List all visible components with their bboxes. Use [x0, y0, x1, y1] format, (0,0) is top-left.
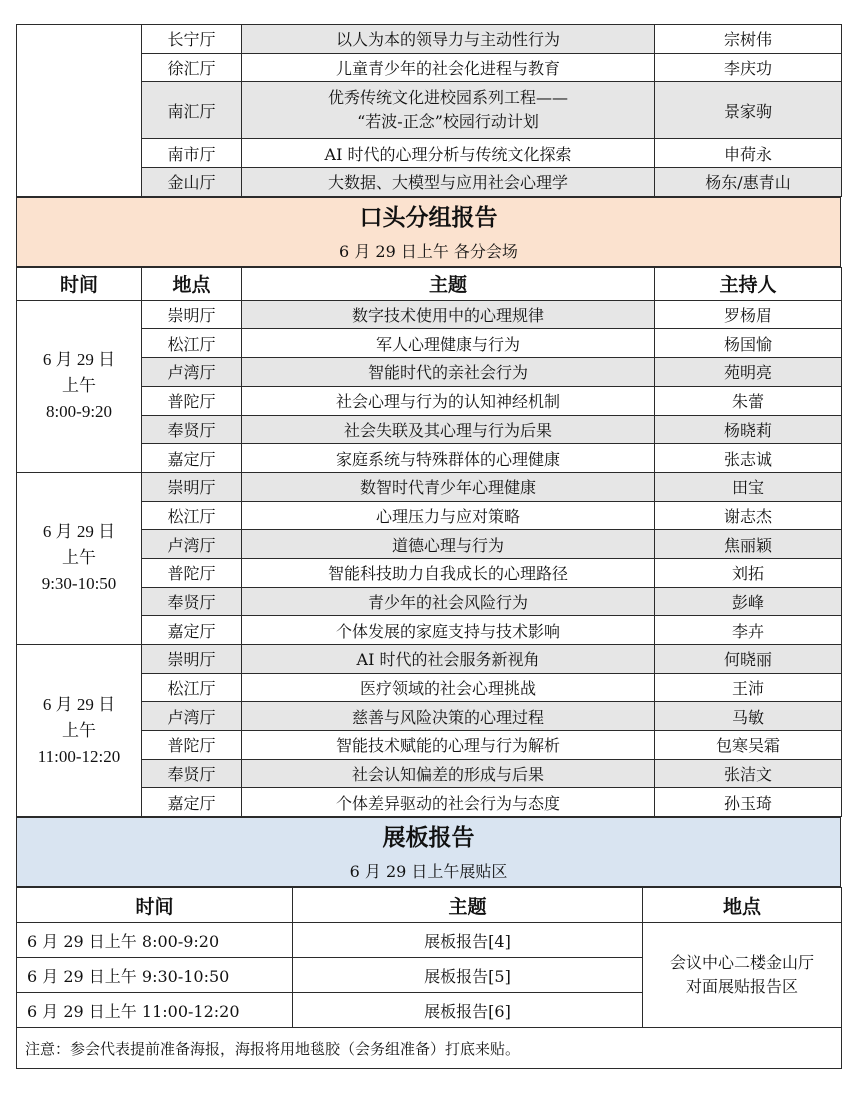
- host-cell: 申荷永: [655, 139, 842, 168]
- session-time-cell: [17, 645, 142, 817]
- host-cell: 杨晓莉: [655, 415, 842, 444]
- venue-cell: 徐汇厅: [142, 53, 242, 82]
- table-row: [17, 923, 842, 958]
- venue-cell: 普陀厅: [142, 558, 242, 587]
- host-cell: 景家驹: [655, 82, 842, 139]
- header-host: 主持人: [655, 267, 842, 300]
- venue-cell: 卢湾厅: [142, 358, 242, 387]
- venue-cell: 嘉定厅: [142, 616, 242, 645]
- topic-cell: 个体差异驱动的社会行为与态度: [242, 788, 655, 817]
- topic-cell: 智能技术赋能的心理与行为解析: [242, 731, 655, 760]
- note-text: 注意：参会代表提前准备海报，海报将用地毯胶（会务组准备）打底来贴。: [17, 1028, 842, 1069]
- oral-schedule-table: [16, 267, 842, 817]
- poster-venue-line: 对面展贴报告区: [685, 977, 798, 997]
- host-cell: 杨国愉: [655, 329, 842, 358]
- session-date: 6 月 29 日: [42, 350, 116, 370]
- session-date: 6 月 29 日: [42, 522, 116, 542]
- host-cell: 宗树伟: [655, 25, 842, 54]
- session-time-cell: [17, 300, 142, 472]
- poster-topic-cell: 展板报告[6]: [293, 993, 643, 1028]
- topic-cell: 家庭系统与特殊群体的心理健康: [242, 444, 655, 473]
- session-period: 上午: [62, 376, 96, 396]
- venue-cell: 奉贤厅: [142, 759, 242, 788]
- topic-cell: 智能时代的亲社会行为: [242, 358, 655, 387]
- oral-banner: [16, 197, 841, 267]
- host-cell: 张志诚: [655, 444, 842, 473]
- topic-cell: 智能科技助力自我成长的心理路径: [242, 558, 655, 587]
- venue-cell: 普陀厅: [142, 731, 242, 760]
- venue-cell: 南汇厅: [142, 82, 242, 139]
- topic-cell: AI 时代的社会服务新视角: [242, 645, 655, 674]
- header-time: 时间: [17, 888, 293, 923]
- topic-cell: 大数据、大模型与应用社会心理学: [242, 168, 655, 197]
- host-cell: 朱蕾: [655, 386, 842, 415]
- topic-line: “若波-正念”校园行动计划: [357, 112, 539, 132]
- poster-time-cell: 6 月 29 日上午 11:00-12:20: [17, 993, 293, 1028]
- host-cell: 李庆功: [655, 53, 842, 82]
- poster-venue-cell: [643, 923, 842, 1028]
- venue-cell: 崇明厅: [142, 645, 242, 674]
- venue-cell: 嘉定厅: [142, 788, 242, 817]
- topic-cell: 社会认知偏差的形成与后果: [242, 759, 655, 788]
- host-cell: 孙玉琦: [655, 788, 842, 817]
- venue-cell: 卢湾厅: [142, 530, 242, 559]
- venue-cell: 南市厅: [142, 139, 242, 168]
- venue-cell: 崇明厅: [142, 300, 242, 329]
- poster-title: 展板报告: [17, 818, 841, 859]
- host-cell: 彭峰: [655, 587, 842, 616]
- topic-cell: 医疗领域的社会心理挑战: [242, 673, 655, 702]
- topic-cell: 慈善与风险决策的心理过程: [242, 702, 655, 731]
- session-time-cell: [17, 472, 142, 644]
- session-hours: 11:00-12:20: [37, 746, 121, 766]
- topic-cell: 心理压力与应对策略: [242, 501, 655, 530]
- venue-cell: 松江厅: [142, 501, 242, 530]
- topic-cell: 数智时代青少年心理健康: [242, 472, 655, 501]
- host-cell: 李卉: [655, 616, 842, 645]
- oral-subtitle: 6 月 29 日上午 各分会场: [17, 238, 841, 267]
- host-cell: 马敏: [655, 702, 842, 731]
- header-row: [17, 267, 842, 300]
- poster-topic-cell: 展板报告[4]: [293, 923, 643, 958]
- topic-cell: [242, 82, 655, 139]
- session-hours: 8:00-9:20: [45, 402, 113, 422]
- venue-cell: 奉贤厅: [142, 587, 242, 616]
- poster-banner: [16, 817, 841, 887]
- host-cell: 刘拓: [655, 558, 842, 587]
- table-row: [17, 645, 842, 674]
- table-row: [17, 25, 842, 54]
- note-row: [17, 1028, 842, 1069]
- session-hours: 9:30-10:50: [41, 574, 117, 594]
- venue-cell: 普陀厅: [142, 386, 242, 415]
- session-date: 6 月 29 日: [42, 694, 116, 714]
- top-schedule-table: [16, 24, 842, 197]
- header-topic: 主题: [293, 888, 643, 923]
- session-period: 上午: [62, 720, 96, 740]
- topic-cell: 数字技术使用中的心理规律: [242, 300, 655, 329]
- host-cell: 何晓丽: [655, 645, 842, 674]
- host-cell: 焦丽颖: [655, 530, 842, 559]
- schedule-page: [16, 24, 841, 1069]
- topic-cell: 社会心理与行为的认知神经机制: [242, 386, 655, 415]
- poster-time-cell: 6 月 29 日上午 8:00-9:20: [17, 923, 293, 958]
- topic-cell: 社会失联及其心理与行为后果: [242, 415, 655, 444]
- host-cell: 王沛: [655, 673, 842, 702]
- header-row: [17, 888, 842, 923]
- venue-cell: 嘉定厅: [142, 444, 242, 473]
- poster-topic-cell: 展板报告[5]: [293, 958, 643, 993]
- topic-cell: AI 时代的心理分析与传统文化探索: [242, 139, 655, 168]
- header-time: 时间: [17, 267, 142, 300]
- oral-title: 口头分组报告: [17, 197, 841, 238]
- topic-line: 优秀传统文化进校园系列工程——: [327, 88, 568, 108]
- venue-cell: 奉贤厅: [142, 415, 242, 444]
- header-venue: 地点: [643, 888, 842, 923]
- host-cell: 罗杨眉: [655, 300, 842, 329]
- header-topic: 主题: [242, 267, 655, 300]
- topic-cell: 道德心理与行为: [242, 530, 655, 559]
- header-venue: 地点: [142, 267, 242, 300]
- topic-cell: 军人心理健康与行为: [242, 329, 655, 358]
- poster-time-cell: 6 月 29 日上午 9:30-10:50: [17, 958, 293, 993]
- poster-table: [16, 887, 842, 1069]
- table-row: [17, 472, 842, 501]
- venue-cell: 松江厅: [142, 329, 242, 358]
- host-cell: 田宝: [655, 472, 842, 501]
- topic-cell: 个体发展的家庭支持与技术影响: [242, 616, 655, 645]
- poster-venue-line: 会议中心二楼金山厅: [669, 953, 814, 973]
- session-period: 上午: [62, 548, 96, 568]
- topic-cell: 儿童青少年的社会化进程与教育: [242, 53, 655, 82]
- poster-subtitle: 6 月 29 日上午展贴区: [17, 858, 841, 887]
- table-row: [17, 300, 842, 329]
- host-cell: 包寒吴霜: [655, 731, 842, 760]
- venue-cell: 金山厅: [142, 168, 242, 197]
- venue-cell: 松江厅: [142, 673, 242, 702]
- host-cell: 杨东/惠青山: [655, 168, 842, 197]
- host-cell: 张洁文: [655, 759, 842, 788]
- host-cell: 苑明亮: [655, 358, 842, 387]
- topic-cell: 青少年的社会风险行为: [242, 587, 655, 616]
- time-cell-empty: [17, 25, 142, 197]
- venue-cell: 崇明厅: [142, 472, 242, 501]
- venue-cell: 卢湾厅: [142, 702, 242, 731]
- topic-cell: 以人为本的领导力与主动性行为: [242, 25, 655, 54]
- venue-cell: 长宁厅: [142, 25, 242, 54]
- host-cell: 谢志杰: [655, 501, 842, 530]
